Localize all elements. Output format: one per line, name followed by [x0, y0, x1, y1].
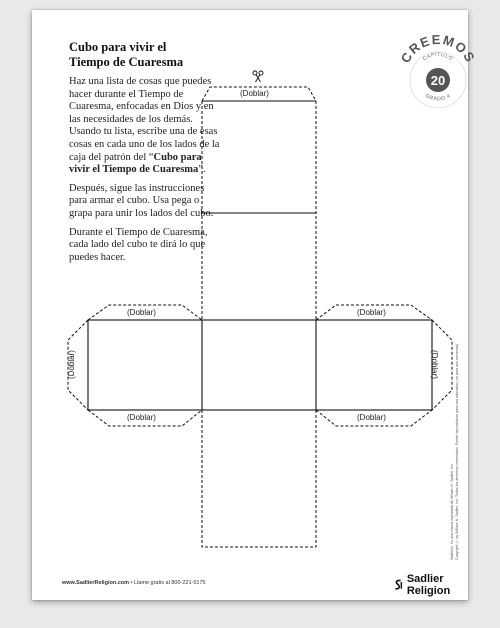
fold-label-left-top: (Doblar) — [127, 308, 156, 317]
fold-lines — [88, 101, 432, 410]
logo-subtitle: CAPÍTULO — [421, 51, 455, 63]
fold-label-left-bottom: (Doblar) — [127, 413, 156, 422]
fold-label-right-bottom: (Doblar) — [357, 413, 386, 422]
sadlier-logo-icon — [394, 577, 403, 593]
footer-website: www.SadlierReligion.com — [62, 580, 130, 586]
footer-contact — [62, 580, 206, 586]
logo-word: CREEMOS — [398, 34, 478, 66]
side-copyright — [450, 260, 462, 560]
logo-grade: GRADO 4 — [423, 92, 453, 103]
fold-label-top: (Doblar) — [240, 89, 269, 98]
worksheet-page — [32, 10, 478, 600]
worksheet-title: Cubo para vivir el Tiempo de Cuaresma — [69, 40, 184, 69]
side-trademark-text: Sadlier® es una marca registrada de William H. Sadlier, Inc. — [450, 463, 454, 560]
scissors-icon — [253, 71, 263, 82]
paragraph-1-end: ”. — [198, 164, 206, 176]
cube-net — [32, 10, 468, 600]
sadlier-brand — [394, 573, 468, 597]
paragraph-1-text: Haz una lista de cosas que puedes hacer durante el Tiempo de Cuaresma, enfocadas en Dios y en las necesidades de los demás. Usando tu lista, escribe una de esas cosas en cada uno de los lados de la caja del patrón del “ — [69, 76, 220, 163]
fold-label-right-top: (Doblar) — [357, 308, 386, 317]
instructions-paragraph-2: Después, sigue las instrucciones para armar el cubo. Usa pega o grapa para unir los lados del cubo. — [69, 182, 214, 219]
footer-phone: Llame gratis al 800-221-5175 — [134, 580, 206, 586]
chapter-number: 20 — [430, 73, 446, 88]
fold-label-left-side: (Doblar) — [66, 350, 76, 379]
fold-label-right-side: (Doblar) — [429, 350, 439, 379]
side-copyright-text: Copyright © by William H. Sadlier, Inc. Todos los derechos reservados. Puede reproducirse para uso educativo (no para uso comercial). — [455, 342, 459, 560]
cube-name-bold: Cubo para vivir el Tiempo de Cuaresma — [69, 151, 202, 176]
footer-separator: • — [130, 580, 133, 586]
cut-lines — [68, 87, 452, 547]
brand-name: Sadlier Religion — [406, 573, 451, 597]
instructions-paragraph-3: Durante el Tiempo de Cuaresma, cada lado del cubo te dirá lo que puedes hacer. — [69, 226, 208, 263]
